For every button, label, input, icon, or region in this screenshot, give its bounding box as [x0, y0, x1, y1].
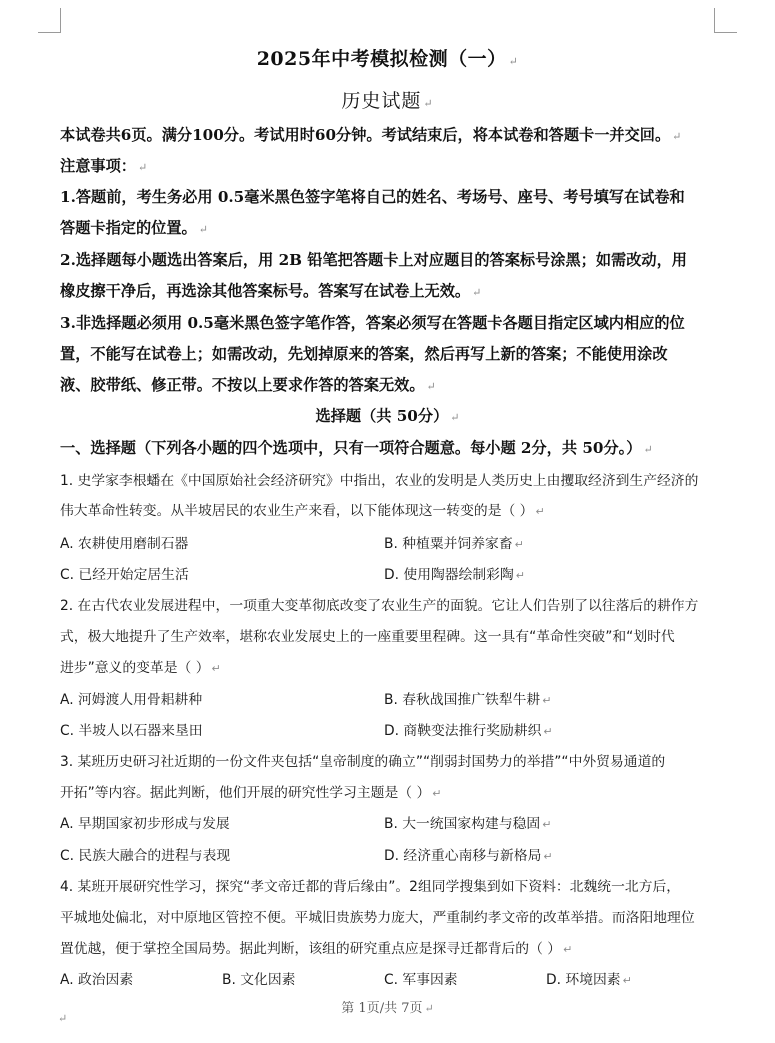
question-1-option-d[interactable]: D. 使用陶器绘制彩陶 ↵ [384, 567, 525, 583]
question-4-option-d[interactable]: D. 环境因素 ↵ [546, 972, 632, 988]
paragraph-mark-icon: ↵ [423, 97, 434, 110]
page-number: 第 1页/共 7页 ↵ [341, 1001, 434, 1016]
question-1-line-2: 伟大革命性转变。从半坡居民的农业生产来看，以下能体现这一转变的是（ ） ↵ [60, 503, 545, 519]
exam-info: 本试卷共6页。满分100分。考试用时60分钟。考试结束后，将本试卷和答题卡一并交回。 ↵ [60, 126, 682, 144]
paragraph-mark-icon: ↵ [563, 943, 573, 956]
question-2-option-c[interactable]: C. 半坡人以石器来垦田 [60, 723, 203, 739]
question-2-line-2: 式，极大地提升了生产效率，堪称农业发展史上的一座重要里程碑。这一具有“革命性突破”和“划时代 [60, 629, 675, 645]
paragraph-mark-icon: ↵ [543, 725, 553, 738]
notice-item-1-line-2: 答题卡指定的位置。 ↵ [60, 219, 208, 237]
paragraph-mark-icon: ↵ [535, 505, 545, 518]
notice-item-3-line-1: 3.非选择题必须用 0.5毫米黑色签字笔作答，答案必须写在答题卡各题目指定区域内相应的位 [60, 314, 685, 332]
paragraph-mark-icon: ↵ [432, 787, 442, 800]
paragraph-mark-icon: ↵ [508, 55, 519, 68]
notice-item-2-line-2: 橡皮擦干净后，再选涂其他答案标号。答案写在试卷上无效。 ↵ [60, 282, 482, 300]
paragraph-mark-icon: ↵ [426, 380, 436, 393]
exam-title: 2025年中考模拟检测（一） ↵ [256, 48, 519, 70]
question-2-option-b[interactable]: B. 春秋战国推广铁犁牛耕 ↵ [384, 692, 552, 708]
paragraph-mark-icon: ↵ [137, 161, 148, 174]
notice-item-1-line-1: 1.答题前，考生务必用 0.5毫米黑色签字笔将自己的姓名、考场号、座号、考号填写在试卷和 [60, 188, 685, 206]
exam-subtitle: 历史试题 ↵ [341, 90, 434, 112]
paragraph-mark-icon: ↵ [542, 694, 552, 707]
paragraph-mark-icon: ↵ [543, 850, 553, 863]
paragraph-mark-icon: ↵ [58, 1012, 68, 1025]
question-1-option-b[interactable]: B. 种植粟并饲养家畜 ↵ [384, 536, 524, 552]
notice-title: 注意事项： ↵ [60, 157, 148, 175]
part-one-heading: 一、选择题（下列各小题的四个选项中，只有一项符合题意。每小题 2分，共 50分。） ↵ [60, 439, 653, 457]
notice-item-2-line-1: 2.选择题每小题选出答案后，用 2B 铅笔把答题卡上对应题目的答案标号涂黑；如需改动，用 [60, 251, 687, 269]
crop-mark-top-left [38, 8, 61, 33]
paragraph-mark-icon: ↵ [542, 818, 552, 831]
question-3-option-d[interactable]: D. 经济重心南移与新格局 ↵ [384, 848, 553, 864]
question-2-option-a[interactable]: A. 河姆渡人用骨耜耕种 [60, 692, 203, 708]
crop-mark-top-right [714, 8, 737, 33]
question-2-line-1: 2. 在古代农业发展进程中，一项重大变革彻底改变了农业生产的面貌。它让人们告别了以往落后的耕作方 [60, 598, 699, 614]
paragraph-mark-icon: ↵ [622, 974, 632, 987]
question-4-option-c[interactable]: C. 军事因素 [384, 972, 458, 988]
paragraph-mark-icon: ↵ [643, 443, 653, 456]
question-1-option-a[interactable]: A. 农耕使用磨制石器 [60, 536, 189, 552]
question-3-line-2: 开拓”等内容。据此判断，他们开展的研究性学习主题是（ ） ↵ [60, 785, 442, 801]
question-4-option-a[interactable]: A. 政治因素 [60, 972, 134, 988]
question-3-line-1: 3. 某班历史研习社近期的一份文件夹包括“皇帝制度的确立”“削弱封国势力的举措”“中外贸易通道的 [60, 754, 666, 770]
question-3-option-a[interactable]: A. 早期国家初步形成与发展 [60, 816, 230, 832]
notice-item-3-line-3: 液、胶带纸、修正带。不按以上要求作答的答案无效。 ↵ [60, 376, 436, 394]
question-1-line-1: 1. 史学家李根蟠在《中国原始社会经济研究》中指出，农业的发明是人类历史上由攫取经济到生产经济的 [60, 473, 699, 489]
question-3-option-c[interactable]: C. 民族大融合的进程与表现 [60, 848, 231, 864]
question-3-option-b[interactable]: B. 大一统国家构建与稳固 ↵ [384, 816, 552, 832]
question-2-line-3: 进步”意义的变革是（ ） ↵ [60, 660, 221, 676]
section-title: 选择题（共 50分） ↵ [315, 407, 460, 425]
paragraph-mark-icon: ↵ [672, 130, 682, 143]
question-1-option-c[interactable]: C. 已经开始定居生活 [60, 567, 189, 583]
question-4-option-b[interactable]: B. 文化因素 [222, 972, 296, 988]
question-4-line-3: 置优越，便于掌控全国局势。据此判断，该组的研究重点应是探寻迁都背后的（ ） ↵ [60, 941, 573, 957]
paragraph-mark-icon: ↵ [424, 1002, 434, 1015]
question-2-option-d[interactable]: D. 商鞅变法推行奖励耕织 ↵ [384, 723, 553, 739]
question-4-line-2: 平城地处偏北，对中原地区管控不便。平城旧贵族势力庞大，严重制约孝文帝的改革举措。而洛阳地理位 [60, 910, 695, 926]
paragraph-mark-icon: ↵ [198, 223, 208, 236]
question-4-line-1: 4. 某班开展研究性学习，探究“孝文帝迁都的背后缘由”。2组同学搜集到如下资料：北魏统一北方后， [60, 879, 681, 895]
notice-item-3-line-2: 置，不能写在试卷上；如需改动，先划掉原来的答案，然后再写上新的答案；不能使用涂改 [60, 345, 668, 363]
paragraph-mark-icon: ↵ [514, 538, 524, 551]
paragraph-mark-icon: ↵ [450, 411, 460, 424]
paragraph-mark-icon: ↵ [515, 569, 525, 582]
paragraph-mark-icon: ↵ [211, 662, 221, 675]
paragraph-mark-icon: ↵ [472, 286, 482, 299]
